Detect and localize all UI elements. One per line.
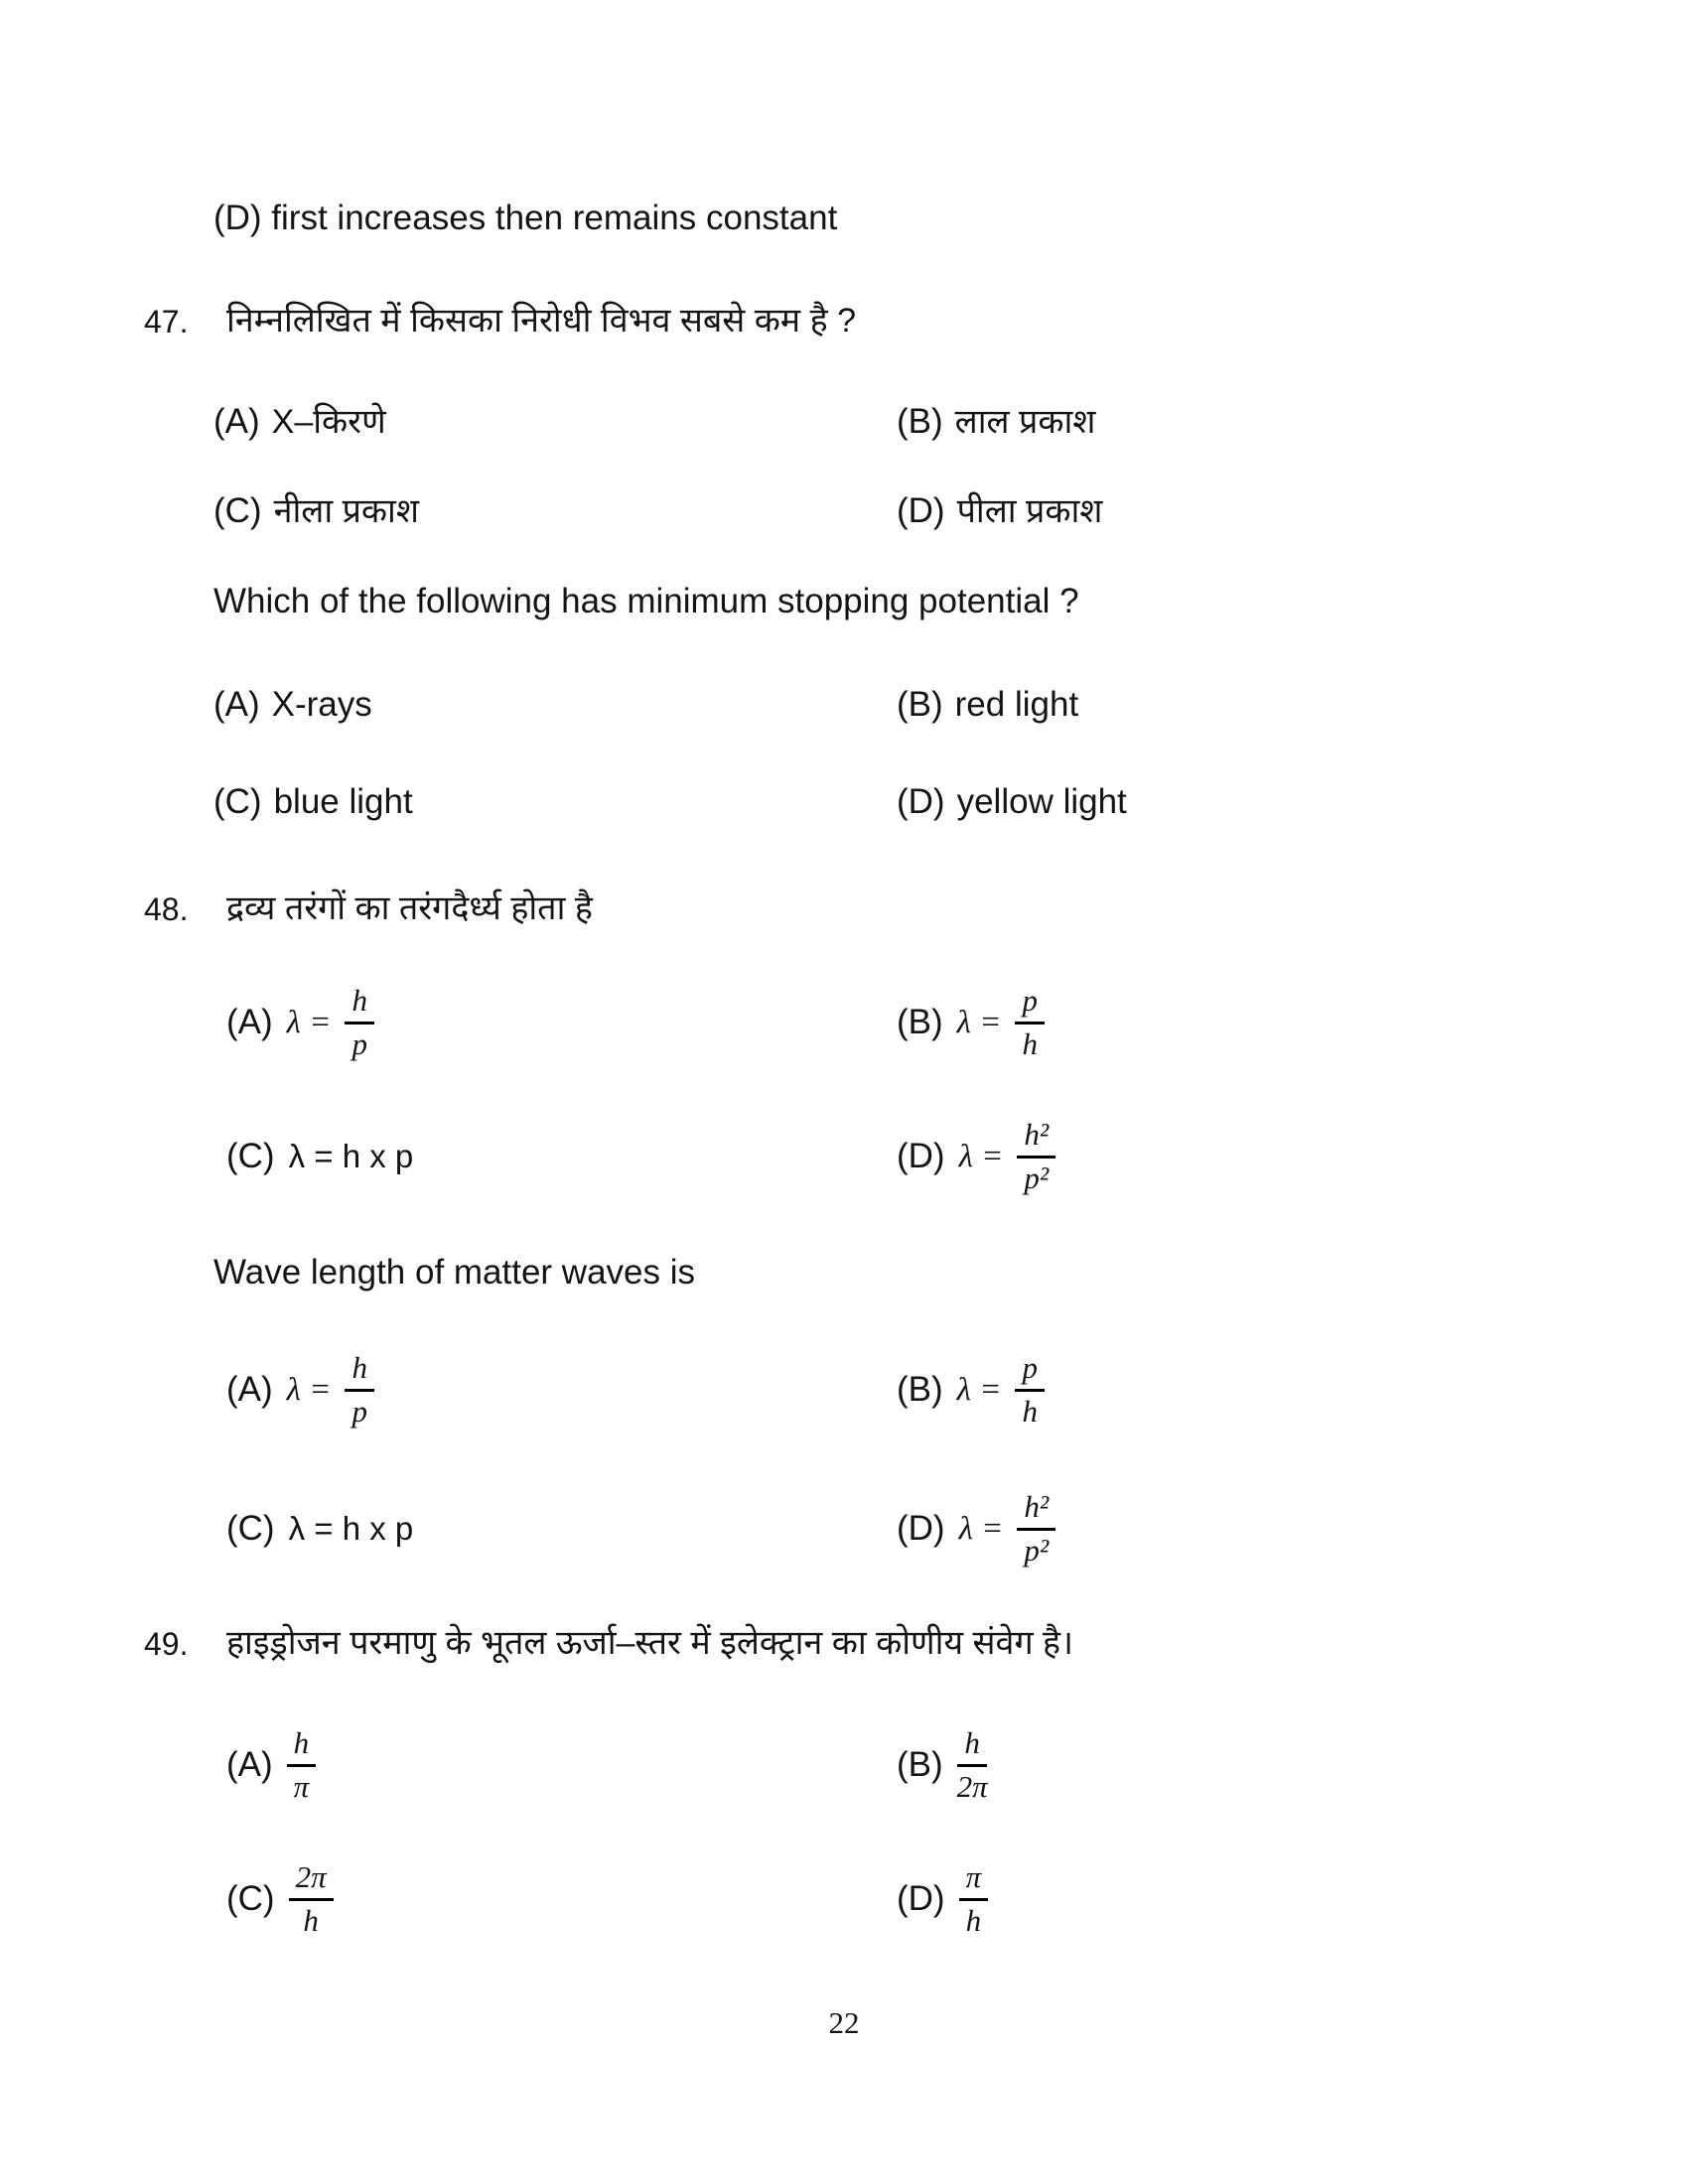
fraction xyxy=(1017,1117,1055,1195)
q49-question-hindi: हाइड्रोजन परमाणु के भूतल ऊर्जा–स्तर में इलेक्ट्रान का कोणीय संवेग है। xyxy=(226,1624,1073,1662)
option-label: (B) xyxy=(897,1745,943,1784)
fraction-numerator: π xyxy=(959,1859,989,1901)
fraction-denominator: h xyxy=(1022,1394,1038,1429)
q48-option-hi-c xyxy=(226,1107,413,1206)
option-text: लाल प्रकाश xyxy=(954,403,1096,441)
formula-lhs: λ = xyxy=(286,1371,332,1408)
q47-question-english: Which of the following has minimum stopping potential ? xyxy=(213,582,1079,620)
q48-option-hi-d xyxy=(897,1107,1055,1206)
q48-option-hi-b xyxy=(897,973,1045,1072)
q48-option-en-d xyxy=(897,1479,1055,1578)
option-label: (B) xyxy=(897,1003,943,1041)
fraction-denominator: h xyxy=(1022,1026,1038,1061)
fraction xyxy=(957,1725,988,1804)
option-label: (A) xyxy=(226,1003,273,1041)
fraction-denominator: π xyxy=(293,1769,310,1804)
fraction-denominator: h xyxy=(965,1903,982,1938)
fraction-denominator: p² xyxy=(1024,1533,1050,1568)
fraction-denominator: p xyxy=(352,1394,367,1429)
option-text: blue light xyxy=(273,782,413,821)
fraction xyxy=(345,1350,374,1429)
page-number: 22 xyxy=(828,2005,860,2040)
fraction-numerator: h xyxy=(957,1725,987,1767)
q49-option-d xyxy=(897,1849,988,1949)
q48-question-english: Wave length of matter waves is xyxy=(213,1253,696,1292)
option-text: नीला प्रकाश xyxy=(273,492,419,530)
fraction xyxy=(345,983,374,1061)
q47-option-hi-c xyxy=(213,486,419,532)
q49-option-c xyxy=(226,1849,334,1949)
q47-option-en-d xyxy=(897,782,1127,822)
fraction xyxy=(1015,983,1045,1061)
option-label: (D) xyxy=(897,491,945,530)
fraction-denominator: 2π xyxy=(956,1769,988,1804)
fraction xyxy=(289,1859,334,1938)
option-label: (D) xyxy=(897,1137,945,1175)
option-text: red light xyxy=(954,685,1079,724)
formula-lhs: λ = xyxy=(956,1004,1002,1040)
q47-option-en-b xyxy=(897,685,1078,725)
option-text: X-rays xyxy=(271,685,372,724)
fraction-denominator: p² xyxy=(1024,1160,1050,1195)
formula-lhs: λ = xyxy=(956,1371,1002,1408)
option-text: X–किरणे xyxy=(271,403,386,441)
q47-option-hi-d xyxy=(897,486,1102,532)
fraction-numerator: p xyxy=(1015,983,1045,1024)
q49-number: 49. xyxy=(144,1626,189,1662)
option-label: (B) xyxy=(897,1370,943,1409)
fraction-denominator: p xyxy=(352,1026,367,1061)
option-label: (C) xyxy=(213,491,262,530)
formula-lhs: λ = xyxy=(958,1510,1004,1547)
q47-question-hindi: निम्नलिखित में किसका निरोधी विभव सबसे कम है ? xyxy=(226,302,856,340)
q48-option-en-b xyxy=(897,1340,1045,1439)
fraction-numerator: p xyxy=(1015,1350,1045,1392)
option-label: (D) xyxy=(897,1879,945,1918)
q48-option-en-a xyxy=(226,1340,374,1439)
formula-lhs: λ = xyxy=(286,1004,332,1040)
fraction xyxy=(1015,1350,1045,1429)
option-label: (D) xyxy=(897,782,945,821)
option-text: yellow light xyxy=(956,782,1127,821)
q49-option-a xyxy=(226,1715,316,1815)
prev-question-option-d: (D) first increases then remains constant xyxy=(213,199,838,237)
formula-inline: λ = h x p xyxy=(288,1510,414,1547)
formula-inline: λ = h x p xyxy=(288,1138,414,1174)
q47-number: 47. xyxy=(144,304,189,340)
q48-number: 48. xyxy=(144,891,189,927)
q47-option-en-a xyxy=(213,685,372,725)
option-label: (C) xyxy=(226,1509,275,1548)
option-label: (B) xyxy=(897,685,943,724)
q47-option-en-c xyxy=(213,782,413,822)
option-label: (A) xyxy=(226,1370,273,1409)
fraction xyxy=(1017,1489,1055,1568)
q48-option-hi-a xyxy=(226,973,374,1072)
q48-question-hindi: द्रव्य तरंगों का तरंगदैर्ध्य होता है xyxy=(226,889,593,927)
option-label: (A) xyxy=(213,402,260,441)
q48-option-en-c xyxy=(226,1479,413,1578)
fraction-numerator: h xyxy=(345,983,374,1024)
fraction-numerator: h² xyxy=(1017,1489,1055,1531)
q47-option-hi-a xyxy=(213,397,386,443)
fraction-numerator: h² xyxy=(1017,1117,1055,1159)
formula-lhs: λ = xyxy=(958,1138,1004,1174)
q49-option-b xyxy=(897,1715,988,1815)
fraction-denominator: h xyxy=(303,1903,319,1938)
fraction-numerator: 2π xyxy=(289,1859,334,1901)
q47-option-hi-b xyxy=(897,397,1095,443)
option-label: (B) xyxy=(897,402,943,441)
fraction-numerator: h xyxy=(345,1350,374,1392)
fraction xyxy=(959,1859,989,1938)
option-label: (C) xyxy=(213,782,262,821)
option-label: (A) xyxy=(226,1745,273,1784)
fraction xyxy=(287,1725,317,1804)
option-label: (C) xyxy=(226,1879,275,1918)
fraction-numerator: h xyxy=(287,1725,317,1767)
option-text: पीला प्रकाश xyxy=(956,492,1103,530)
option-label: (C) xyxy=(226,1137,275,1175)
option-label: (A) xyxy=(213,685,260,724)
option-label: (D) xyxy=(897,1509,945,1548)
